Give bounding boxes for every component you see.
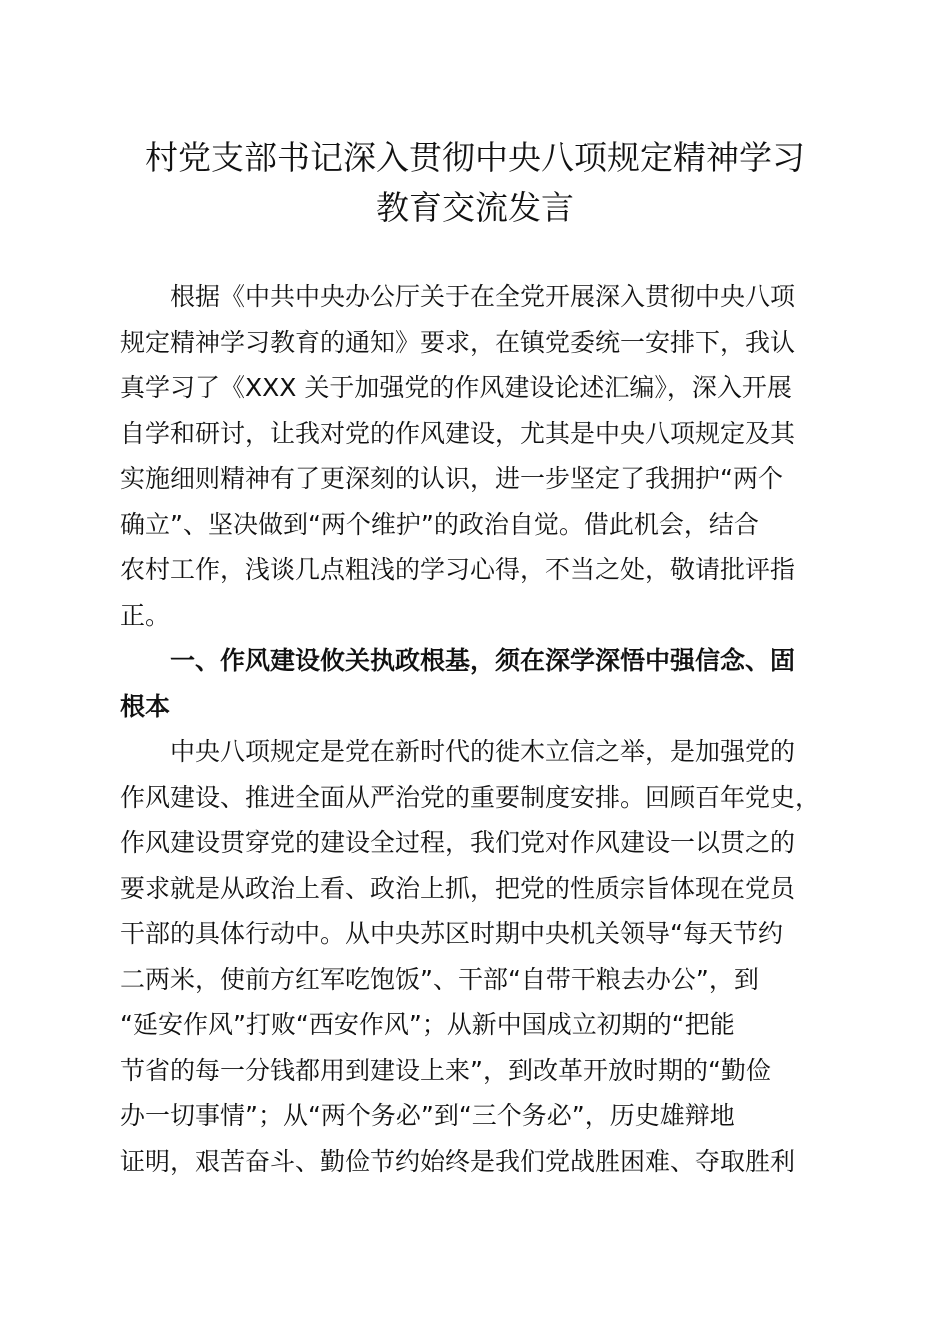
document-body xyxy=(120,274,840,1184)
section-heading-line: 一、作风建设攸关执政根基，须在深学深悟中强信念、固 xyxy=(120,646,796,675)
text-line: “延安作风”打败“西安作风”；从新中国成立初期的“把能 xyxy=(120,1010,735,1039)
text-line: 干部的具体行动中。从中央苏区时期中央机关领导“每天节约 xyxy=(120,919,783,948)
text-line: 中央八项规定是党在新时代的徙木立信之举，是加强党的 xyxy=(120,737,796,766)
text-line: 根据《中共中央办公厅关于在全党开展深入贯彻中央八项 xyxy=(120,282,796,311)
text-line: 真学习了《XXX 关于加强党的作风建设论述汇编》，深入开展 xyxy=(120,373,792,402)
section-heading-line: 根本 xyxy=(120,691,171,721)
text-line: 规定精神学习教育的通知》要求，在镇党委统一安排下，我认 xyxy=(120,327,796,357)
text-line: 确立”、坚决做到“两个维护”的政治自觉。借此机会，结合 xyxy=(120,509,759,539)
document-title xyxy=(100,133,850,233)
text-line: 二两米，使前方红军吃饱饭”、干部“自带干粮去办公”，到 xyxy=(120,964,759,994)
title-line-1: 村党支部书记深入贯彻中央八项规定精神学习 xyxy=(145,138,805,177)
text-line: 自学和研讨，让我对党的作风建设，尤其是中央八项规定及其 xyxy=(120,418,796,448)
text-line: 正。 xyxy=(120,600,171,630)
text-line: 证明，艰苦奋斗、勤俭节约始终是我们党战胜困难、夺取胜利 xyxy=(120,1146,796,1176)
text-line: 节省的每一分钱都用到建设上来”，到改革开放时期的“勤俭 xyxy=(120,1055,771,1085)
text-line: 办一切事情”；从“两个务必”到“三个务必”，历史雄辩地 xyxy=(120,1101,735,1130)
text-line: 实施细则精神有了更深刻的认识，进一步坚定了我拥护“两个 xyxy=(120,464,783,493)
text-line: 要求就是从政治上看、政治上抓，把党的性质宗旨体现在党员 xyxy=(120,873,796,903)
text-line: 农村工作，浅谈几点粗浅的学习心得，不当之处，敬请批评指 xyxy=(120,555,796,584)
title-line-2: 教育交流发言 xyxy=(376,188,574,227)
text-line: 作风建设贯穿党的建设全过程，我们党对作风建设一以贯之的 xyxy=(120,828,796,857)
text-line: 作风建设、推进全面从严治党的重要制度安排。回顾百年党史， xyxy=(120,782,821,812)
